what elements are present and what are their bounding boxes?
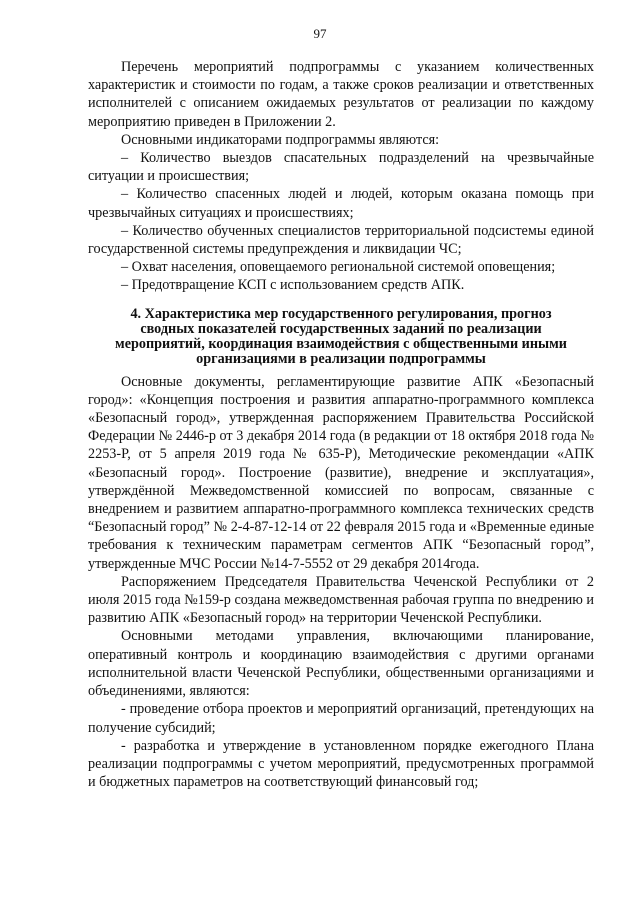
page-body <box>88 58 594 791</box>
list-item: – Предотвращение КСП с использованием средств АПК. <box>121 277 465 294</box>
section-heading-line: организациями в реализации подпрограммы <box>196 350 486 367</box>
list-item: - проведение отбора проектов и мероприятий организаций, претендующих на получение субсидий; <box>88 701 594 736</box>
list-item: – Количество выездов спасательных подразделений на чрезвычайные ситуации и происшествия; <box>88 150 594 185</box>
section-heading-line: 4. Характеристика мер государственного регулирования, прогноз <box>130 305 552 322</box>
section-heading <box>88 307 594 367</box>
list-item: – Количество спасенных людей и людей, которым оказана помощь при чрезвычайных ситуациях и происшествиях; <box>88 186 594 221</box>
methods-list <box>88 700 594 791</box>
indicator-list <box>88 149 594 295</box>
working-group-paragraph: Распоряжением Председателя Правительства Чеченской Республики от 2 июля 2015 года №159-р создана межведомственная рабочая группа по внедрению и развитию АПК «Безопасный город» на территории Чеченской Республики. <box>88 573 594 627</box>
indicators-intro: Основными индикаторами подпрограммы являются: <box>121 131 440 148</box>
section-heading-line: мероприятий, координация взаимодействия с общественными иными <box>115 335 567 352</box>
methods-paragraph: Основными методами управления, включающими планирование, оперативный контроль и координацию взаимодействия с другими органами исполнительной власти Чеченской Республики, общественными организациями и объединениями, являются: <box>88 628 594 700</box>
section-heading-line: сводных показателей государственных заданий по реализации <box>140 320 542 337</box>
intro-paragraph: Перечень мероприятий подпрограммы с указанием количественных характеристик и стоимости по годам, а также сроков реализации и ответственных исполнителей с описанием ожидаемых результатов от реализации по каждому мероприятию приведен в Приложении 2. <box>88 59 594 130</box>
list-item: - разработка и утверждение в установленном порядке ежегодного Плана реализации подпрограммы с учетом мероприятий, предусмотренных программой и бюджетных параметров на соответствующий финансовый год; <box>88 737 594 791</box>
page-number: 97 <box>313 26 327 41</box>
documents-paragraph: Основные документы, регламентирующие развитие АПК «Безопасный город»: «Концепция построения и развития аппаратно-программного комплекса «Безопасный город», утвержденная распоряжением Правительства Российской Федерации № 2446-р от 3 декабря 2014 года (в редакции от 18 октября 2018 года № 2253-Р, от 5 апреля 2019 года № 635-Р), Методические рекомендации «АПК «Безопасный город». Построение (развитие), внедрение и эксплуатация», утверждённой Межведомственной комиссией по вопросам, связанные с внедрением и развитием аппаратно-программного комплекса технических средств “Безопасный город” № 2-4-87-12-14 от 22 февраля 2015 года и «Временные единые требования к техническим параметрам сегментов АПК “Безопасный город”, утвержденные МЧС России №14-7-5552 от 29 декабря 2014года. <box>88 373 594 572</box>
list-item: – Охват населения, оповещаемого региональной системой оповещения; <box>121 259 556 276</box>
list-item: – Количество обученных специалистов территориальной подсистемы единой государственной системы предупреждения и ликвидации ЧС; <box>88 222 594 258</box>
